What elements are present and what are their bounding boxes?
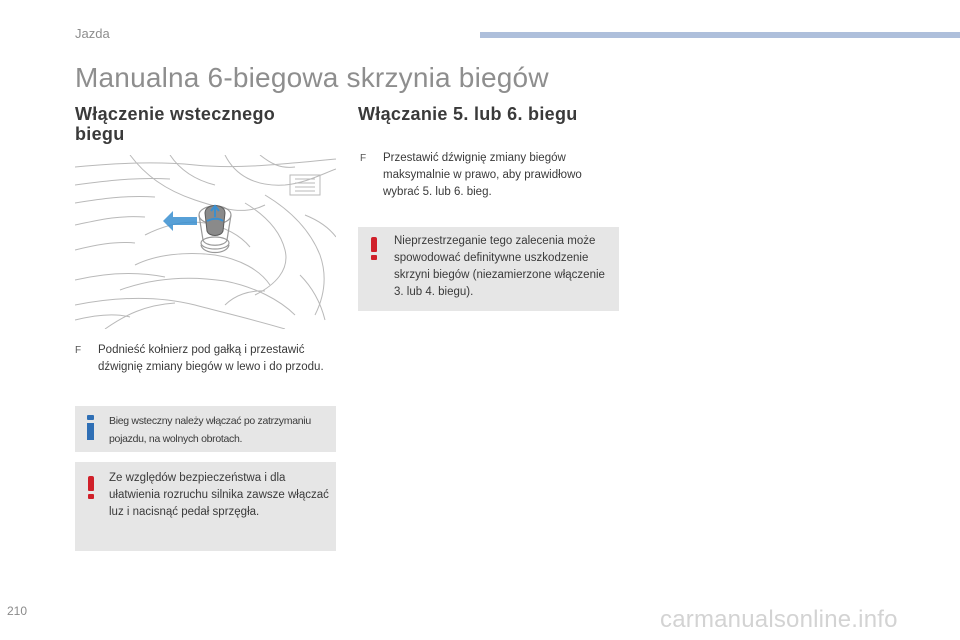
gearbox-damage-warning-note	[358, 227, 619, 311]
bullet-marker: F	[75, 345, 82, 356]
reverse-gear-heading-line2: biegu	[75, 124, 125, 144]
fifth-sixth-gear-instruction-text: Przestawić dźwignię zmiany biegów maksymalnie w prawo, aby prawidłowo wybrać 5. lub 6. bieg.	[383, 152, 582, 198]
safety-warning-note	[75, 462, 336, 551]
reverse-gear-instruction-text: Podnieść kołnierz pod gałką i przestawić dźwignię zmiany biegów w lewo i do przodu.	[98, 344, 324, 373]
left-arrow-icon	[163, 211, 197, 231]
page-title: Manualna 6-biegowa skrzynia biegów	[75, 62, 549, 93]
fifth-sixth-gear-instruction	[360, 150, 610, 201]
reverse-gear-info-note	[75, 406, 336, 452]
warning-icon	[87, 476, 95, 498]
reverse-gear-info-text: Bieg wsteczny należy włączać po zatrzymaniu pojazdu, na wolnych obrotach.	[109, 415, 311, 445]
gear-lever-drawing	[75, 155, 336, 329]
page-number: 210	[7, 604, 28, 618]
gear-lever-illustration	[75, 155, 336, 329]
gearbox-damage-warning-text: Nieprzestrzeganie tego zalecenia może spowodować definitywne uszkodzenie skrzyni biegów (niezamierzone włączenie 3. lub 4. biegu).	[394, 235, 605, 298]
header-bar	[480, 32, 960, 38]
fifth-sixth-gear-heading: Włączanie 5. lub 6. biegu	[358, 104, 578, 124]
reverse-gear-heading-line1: Włączenie wstecznego	[75, 104, 276, 124]
info-icon	[86, 415, 95, 439]
reverse-gear-instruction	[75, 342, 331, 376]
warning-icon	[370, 237, 378, 259]
section-label: Jazda	[75, 26, 110, 41]
reverse-gear-heading	[75, 104, 325, 144]
watermark: carmanualsonline.info	[660, 606, 898, 633]
bullet-marker: F	[360, 153, 367, 164]
safety-warning-text: Ze względów bezpieczeństwa i dla ułatwienia rozruchu silnika zawsze włączać luz i nacisnąć pedał sprzęgła.	[109, 472, 329, 518]
